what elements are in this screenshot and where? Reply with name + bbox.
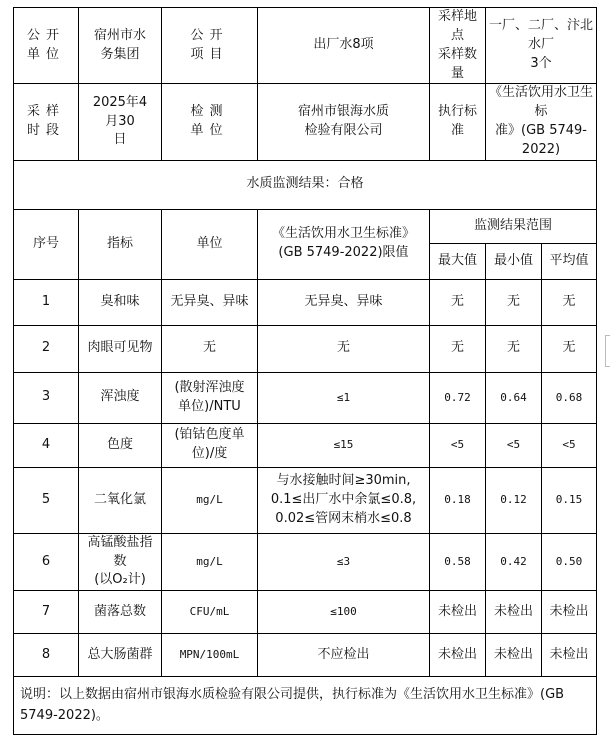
cell-limit: ≤3 [258, 533, 430, 591]
column-header-row-1 [14, 209, 597, 243]
scroll-handle[interactable] [605, 335, 610, 367]
table-row [14, 634, 597, 677]
cell-limit: 不应检出 [258, 634, 430, 677]
testing-unit-value: 宿州市银海水质 检验有限公司 [258, 84, 430, 160]
cell-unit: 无异臭、异味 [162, 279, 258, 325]
water-quality-table [13, 7, 597, 735]
testing-unit-label: 检测 单位 [162, 84, 258, 160]
result-row [14, 160, 597, 209]
cell-unit: mg/L [162, 467, 258, 533]
cell-avg: 0.68 [542, 372, 597, 423]
cell-max: <5 [430, 423, 486, 467]
cell-limit: ≤100 [258, 591, 430, 634]
cell-min: 0.64 [486, 372, 542, 423]
cell-max: 无 [430, 325, 486, 372]
cell-min: 无 [486, 279, 542, 325]
cell-indicator: 总大肠菌群 [79, 634, 162, 677]
sampling-location-label: 采样地点 采样数量 [430, 8, 486, 84]
table-row [14, 325, 597, 372]
cell-indicator: 肉眼可见物 [79, 325, 162, 372]
cell-max: 0.72 [430, 372, 486, 423]
footnote: 说明：以上数据由宿州市银海水质检验有限公司提供，执行标准为《生活饮用水卫生标准》(GB 5749-2022)。 [14, 677, 597, 735]
cell-min: 无 [486, 325, 542, 372]
col-limit: 《生活饮用水卫生标准》 (GB 5749-2022)限值 [258, 209, 430, 279]
cell-avg: 无 [542, 279, 597, 325]
header-row-2 [14, 84, 597, 160]
cell-max: 未检出 [430, 634, 486, 677]
cell-indicator: 色度 [79, 423, 162, 467]
cell-max: 0.58 [430, 533, 486, 591]
cell-max: 未检出 [430, 591, 486, 634]
col-indicator: 指标 [79, 209, 162, 279]
cell-indicator: 菌落总数 [79, 591, 162, 634]
cell-seq: 1 [14, 279, 79, 325]
cell-indicator: 高锰酸盐指数 (以O₂计) [79, 533, 162, 591]
cell-seq: 2 [14, 325, 79, 372]
cell-indicator: 浑浊度 [79, 372, 162, 423]
col-max: 最大值 [430, 243, 486, 279]
cell-limit: 无 [258, 325, 430, 372]
cell-seq: 3 [14, 372, 79, 423]
cell-limit: 无异臭、异味 [258, 279, 430, 325]
publish-item-value: 出厂水8项 [258, 8, 430, 84]
cell-avg: <5 [542, 423, 597, 467]
table-row [14, 423, 597, 467]
result-summary: 水质监测结果：合格 [14, 160, 597, 209]
standard-value: 《生活饮用水卫生标 准》(GB 5749-2022) [486, 84, 597, 160]
cell-seq: 4 [14, 423, 79, 467]
col-unit: 单位 [162, 209, 258, 279]
cell-indicator: 二氧化氯 [79, 467, 162, 533]
cell-unit: CFU/mL [162, 591, 258, 634]
cell-unit: (铂钴色度单 位)/度 [162, 423, 258, 467]
cell-min: 0.42 [486, 533, 542, 591]
sampling-period-label: 采样 时段 [14, 84, 79, 160]
header-row-1 [14, 8, 597, 84]
cell-unit: mg/L [162, 533, 258, 591]
cell-unit: 无 [162, 325, 258, 372]
cell-min: 0.12 [486, 467, 542, 533]
cell-min: 未检出 [486, 591, 542, 634]
cell-max: 无 [430, 279, 486, 325]
table-row [14, 372, 597, 423]
cell-seq: 8 [14, 634, 79, 677]
col-seq: 序号 [14, 209, 79, 279]
cell-avg: 未检出 [542, 634, 597, 677]
cell-limit: ≤15 [258, 423, 430, 467]
cell-indicator: 臭和味 [79, 279, 162, 325]
cell-avg: 0.15 [542, 467, 597, 533]
cell-seq: 5 [14, 467, 79, 533]
col-range: 监测结果范围 [430, 209, 597, 243]
cell-avg: 无 [542, 325, 597, 372]
publish-unit-label: 公开 单位 [14, 8, 79, 84]
cell-avg: 未检出 [542, 591, 597, 634]
col-min: 最小值 [486, 243, 542, 279]
cell-avg: 0.50 [542, 533, 597, 591]
table-row [14, 591, 597, 634]
publish-unit-value: 宿州市水 务集团 [79, 8, 162, 84]
cell-unit: MPN/100mL [162, 634, 258, 677]
cell-min: 未检出 [486, 634, 542, 677]
cell-seq: 7 [14, 591, 79, 634]
sampling-location-value: 一厂、二厂、汴北水厂 3个 [486, 8, 597, 84]
col-avg: 平均值 [542, 243, 597, 279]
cell-limit: ≤1 [258, 372, 430, 423]
note-row [14, 677, 597, 735]
cell-unit: (散射浑浊度 单位)/NTU [162, 372, 258, 423]
cell-max: 0.18 [430, 467, 486, 533]
standard-label: 执行标准 [430, 84, 486, 160]
sampling-period-value: 2025年4 月30 日 [79, 84, 162, 160]
cell-limit: 与水接触时间≥30min, 0.1≤出厂水中余氯≤0.8, 0.02≤管网末梢水≤0.8 [258, 467, 430, 533]
table-row [14, 279, 597, 325]
table-row [14, 533, 597, 591]
publish-item-label: 公开 项目 [162, 8, 258, 84]
cell-min: <5 [486, 423, 542, 467]
table-row [14, 467, 597, 533]
cell-seq: 6 [14, 533, 79, 591]
